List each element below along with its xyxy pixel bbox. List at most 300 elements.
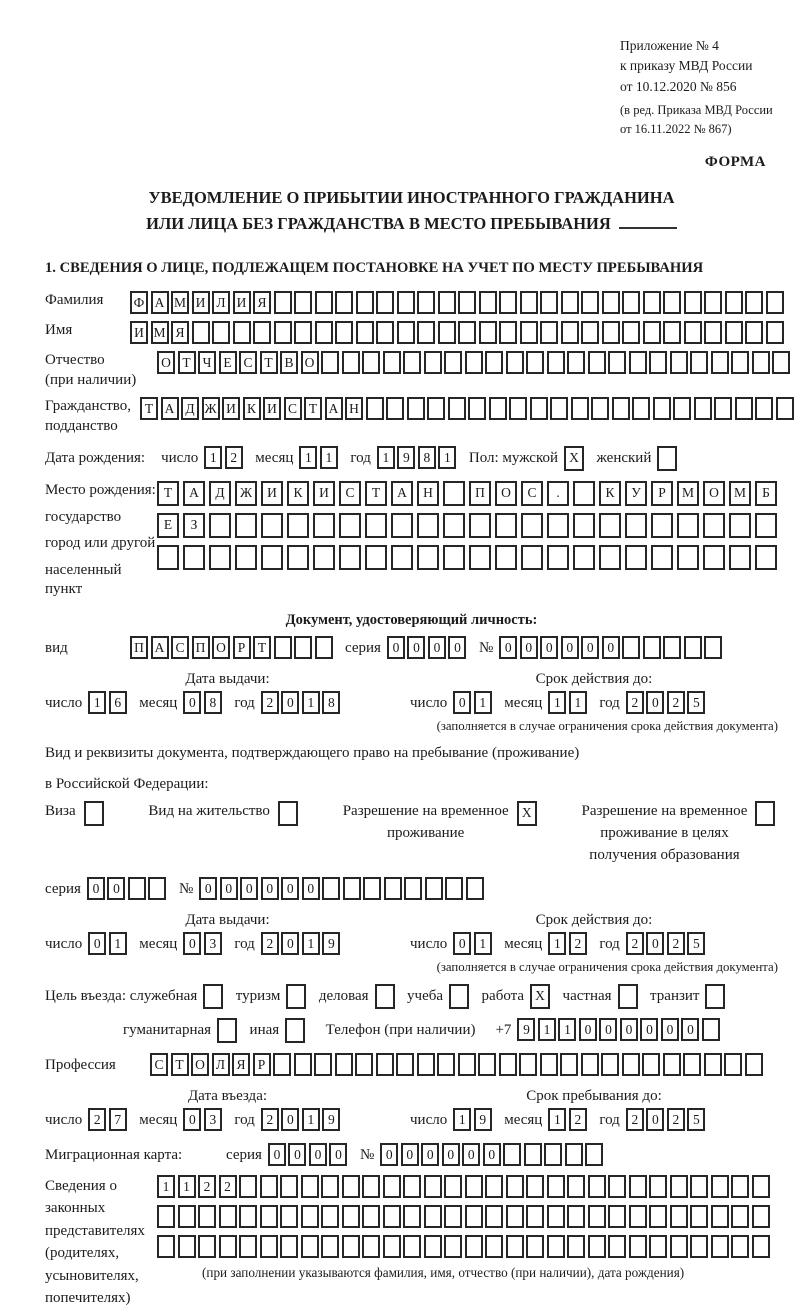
- purpose-humanitarian-checkbox[interactable]: [217, 1018, 240, 1043]
- char-cell[interactable]: [752, 1205, 770, 1228]
- char-cell[interactable]: [567, 351, 585, 374]
- char-cell[interactable]: [322, 877, 340, 900]
- char-cell[interactable]: Д: [209, 481, 231, 506]
- char-cell[interactable]: 0: [561, 636, 579, 659]
- char-cell[interactable]: П: [469, 481, 491, 506]
- char-cell[interactable]: [711, 1235, 729, 1258]
- char-cell[interactable]: [711, 1205, 729, 1228]
- char-cell[interactable]: [403, 1205, 421, 1228]
- char-cell[interactable]: [342, 351, 360, 374]
- char-cell[interactable]: [519, 1053, 537, 1076]
- char-cell[interactable]: Т: [178, 351, 196, 374]
- char-cell[interactable]: [755, 801, 775, 826]
- char-cell[interactable]: 1: [178, 1175, 196, 1198]
- char-cell[interactable]: [260, 1175, 278, 1198]
- char-cell[interactable]: [321, 1175, 339, 1198]
- char-cell[interactable]: [233, 321, 251, 344]
- char-cell[interactable]: Е: [219, 351, 237, 374]
- char-cell[interactable]: [444, 1175, 462, 1198]
- char-cell[interactable]: 0: [183, 1108, 201, 1131]
- char-cell[interactable]: [690, 1205, 708, 1228]
- char-cell[interactable]: [239, 1175, 257, 1198]
- char-cell[interactable]: [274, 636, 292, 659]
- char-cell[interactable]: [567, 1205, 585, 1228]
- purpose-tourism-checkbox[interactable]: [286, 984, 309, 1009]
- char-cell[interactable]: [632, 397, 650, 420]
- char-cell[interactable]: [622, 636, 640, 659]
- char-cell[interactable]: [520, 321, 538, 344]
- char-cell[interactable]: Я: [253, 291, 271, 314]
- char-cell[interactable]: [417, 1053, 435, 1076]
- char-cell[interactable]: [84, 801, 104, 826]
- char-cell[interactable]: 9: [322, 932, 340, 955]
- char-cell[interactable]: [278, 801, 298, 826]
- char-cell[interactable]: [386, 397, 404, 420]
- char-cell[interactable]: [157, 545, 179, 570]
- char-cell[interactable]: [547, 1175, 565, 1198]
- char-cell[interactable]: 1: [320, 446, 338, 469]
- char-cell[interactable]: 2: [261, 1108, 279, 1131]
- char-cell[interactable]: У: [625, 481, 647, 506]
- char-cell[interactable]: [752, 1175, 770, 1198]
- purpose-other-checkbox[interactable]: [285, 1018, 308, 1043]
- char-cell[interactable]: Н: [345, 397, 363, 420]
- char-cell[interactable]: [711, 1175, 729, 1198]
- char-cell[interactable]: X: [564, 446, 584, 471]
- char-cell[interactable]: В: [280, 351, 298, 374]
- char-cell[interactable]: [544, 1143, 562, 1166]
- char-cell[interactable]: 0: [453, 932, 471, 955]
- char-cell[interactable]: 0: [646, 932, 664, 955]
- char-cell[interactable]: [383, 1205, 401, 1228]
- char-cell[interactable]: Е: [157, 513, 179, 538]
- char-cell[interactable]: [219, 1205, 237, 1228]
- char-cell[interactable]: [356, 291, 374, 314]
- char-cell[interactable]: 0: [281, 877, 299, 900]
- char-cell[interactable]: [424, 1175, 442, 1198]
- char-cell[interactable]: [520, 291, 538, 314]
- char-cell[interactable]: [599, 545, 621, 570]
- purpose-business-checkbox[interactable]: [375, 984, 398, 1009]
- char-cell[interactable]: Р: [253, 1053, 271, 1076]
- char-cell[interactable]: [567, 1175, 585, 1198]
- char-cell[interactable]: [649, 1205, 667, 1228]
- char-cell[interactable]: [366, 397, 384, 420]
- char-cell[interactable]: [663, 1053, 681, 1076]
- residence-permit-checkbox[interactable]: [278, 801, 301, 826]
- char-cell[interactable]: [526, 1205, 544, 1228]
- char-cell[interactable]: [745, 291, 763, 314]
- char-cell[interactable]: 0: [520, 636, 538, 659]
- char-cell[interactable]: [690, 351, 708, 374]
- char-cell[interactable]: [735, 397, 753, 420]
- char-cell[interactable]: [444, 1235, 462, 1258]
- char-cell[interactable]: [702, 1018, 720, 1041]
- char-cell[interactable]: [376, 291, 394, 314]
- char-cell[interactable]: А: [391, 481, 413, 506]
- char-cell[interactable]: О: [212, 636, 230, 659]
- char-cell[interactable]: 2: [667, 691, 685, 714]
- char-cell[interactable]: Т: [304, 397, 322, 420]
- female-checkbox[interactable]: [657, 446, 680, 471]
- char-cell[interactable]: [157, 1235, 175, 1258]
- char-cell[interactable]: [755, 513, 777, 538]
- char-cell[interactable]: 2: [667, 1108, 685, 1131]
- char-cell[interactable]: 0: [288, 1143, 306, 1166]
- char-cell[interactable]: [573, 513, 595, 538]
- char-cell[interactable]: Л: [212, 1053, 230, 1076]
- char-cell[interactable]: 1: [538, 1018, 556, 1041]
- char-cell[interactable]: А: [183, 481, 205, 506]
- char-cell[interactable]: X: [517, 801, 537, 826]
- char-cell[interactable]: [335, 321, 353, 344]
- char-cell[interactable]: [465, 1175, 483, 1198]
- char-cell[interactable]: X: [530, 984, 550, 1009]
- char-cell[interactable]: [521, 545, 543, 570]
- char-cell[interactable]: [485, 1205, 503, 1228]
- char-cell[interactable]: [313, 545, 335, 570]
- char-cell[interactable]: Б: [755, 481, 777, 506]
- char-cell[interactable]: 8: [418, 446, 436, 469]
- char-cell[interactable]: 1: [548, 691, 566, 714]
- char-cell[interactable]: 0: [602, 636, 620, 659]
- char-cell[interactable]: Т: [365, 481, 387, 506]
- char-cell[interactable]: 0: [281, 932, 299, 955]
- char-cell[interactable]: [704, 321, 722, 344]
- char-cell[interactable]: [729, 545, 751, 570]
- char-cell[interactable]: [397, 291, 415, 314]
- char-cell[interactable]: [581, 291, 599, 314]
- char-cell[interactable]: 0: [599, 1018, 617, 1041]
- char-cell[interactable]: [485, 1235, 503, 1258]
- char-cell[interactable]: [745, 321, 763, 344]
- char-cell[interactable]: [677, 513, 699, 538]
- char-cell[interactable]: [485, 1175, 503, 1198]
- char-cell[interactable]: [573, 481, 595, 506]
- char-cell[interactable]: [622, 1053, 640, 1076]
- char-cell[interactable]: [547, 1235, 565, 1258]
- char-cell[interactable]: [711, 351, 729, 374]
- char-cell[interactable]: [261, 545, 283, 570]
- char-cell[interactable]: [755, 545, 777, 570]
- char-cell[interactable]: [253, 321, 271, 344]
- char-cell[interactable]: [376, 321, 394, 344]
- char-cell[interactable]: 0: [199, 877, 217, 900]
- char-cell[interactable]: [663, 291, 681, 314]
- char-cell[interactable]: С: [171, 636, 189, 659]
- char-cell[interactable]: 2: [626, 691, 644, 714]
- char-cell[interactable]: 0: [261, 877, 279, 900]
- char-cell[interactable]: 1: [302, 691, 320, 714]
- char-cell[interactable]: [540, 291, 558, 314]
- char-cell[interactable]: [458, 321, 476, 344]
- char-cell[interactable]: [643, 636, 661, 659]
- char-cell[interactable]: [466, 877, 484, 900]
- char-cell[interactable]: [649, 351, 667, 374]
- char-cell[interactable]: [731, 351, 749, 374]
- char-cell[interactable]: [383, 1175, 401, 1198]
- char-cell[interactable]: [670, 351, 688, 374]
- char-cell[interactable]: [315, 291, 333, 314]
- char-cell[interactable]: 1: [474, 932, 492, 955]
- char-cell[interactable]: [424, 1205, 442, 1228]
- char-cell[interactable]: [561, 321, 579, 344]
- char-cell[interactable]: [362, 351, 380, 374]
- char-cell[interactable]: 9: [517, 1018, 535, 1041]
- char-cell[interactable]: И: [222, 397, 240, 420]
- char-cell[interactable]: А: [325, 397, 343, 420]
- char-cell[interactable]: [343, 877, 361, 900]
- char-cell[interactable]: [684, 291, 702, 314]
- char-cell[interactable]: [445, 877, 463, 900]
- char-cell[interactable]: [128, 877, 146, 900]
- char-cell[interactable]: [443, 481, 465, 506]
- char-cell[interactable]: Т: [171, 1053, 189, 1076]
- char-cell[interactable]: 2: [667, 932, 685, 955]
- char-cell[interactable]: [663, 321, 681, 344]
- char-cell[interactable]: 0: [268, 1143, 286, 1166]
- char-cell[interactable]: [776, 397, 794, 420]
- char-cell[interactable]: 2: [225, 446, 243, 469]
- char-cell[interactable]: [643, 321, 661, 344]
- purpose-official-checkbox[interactable]: [203, 984, 226, 1009]
- char-cell[interactable]: [417, 291, 435, 314]
- char-cell[interactable]: 0: [540, 636, 558, 659]
- char-cell[interactable]: 0: [407, 636, 425, 659]
- char-cell[interactable]: 9: [397, 446, 415, 469]
- char-cell[interactable]: Л: [212, 291, 230, 314]
- char-cell[interactable]: [235, 545, 257, 570]
- char-cell[interactable]: П: [130, 636, 148, 659]
- char-cell[interactable]: [499, 1053, 517, 1076]
- char-cell[interactable]: А: [161, 397, 179, 420]
- char-cell[interactable]: 2: [88, 1108, 106, 1131]
- char-cell[interactable]: [280, 1205, 298, 1228]
- char-cell[interactable]: [657, 446, 677, 471]
- char-cell[interactable]: 1: [558, 1018, 576, 1041]
- char-cell[interactable]: 1: [302, 932, 320, 955]
- char-cell[interactable]: Т: [140, 397, 158, 420]
- char-cell[interactable]: Т: [260, 351, 278, 374]
- char-cell[interactable]: [526, 351, 544, 374]
- char-cell[interactable]: 2: [198, 1175, 216, 1198]
- char-cell[interactable]: [209, 545, 231, 570]
- char-cell[interactable]: [383, 351, 401, 374]
- char-cell[interactable]: О: [191, 1053, 209, 1076]
- char-cell[interactable]: [766, 291, 784, 314]
- char-cell[interactable]: 1: [377, 446, 395, 469]
- char-cell[interactable]: [608, 1205, 626, 1228]
- char-cell[interactable]: [653, 397, 671, 420]
- char-cell[interactable]: И: [263, 397, 281, 420]
- char-cell[interactable]: 0: [640, 1018, 658, 1041]
- char-cell[interactable]: [725, 321, 743, 344]
- char-cell[interactable]: О: [157, 351, 175, 374]
- char-cell[interactable]: 0: [281, 691, 299, 714]
- char-cell[interactable]: [547, 351, 565, 374]
- char-cell[interactable]: [465, 1235, 483, 1258]
- char-cell[interactable]: [670, 1175, 688, 1198]
- char-cell[interactable]: [294, 1053, 312, 1076]
- char-cell[interactable]: [703, 513, 725, 538]
- char-cell[interactable]: С: [150, 1053, 168, 1076]
- char-cell[interactable]: [479, 291, 497, 314]
- char-cell[interactable]: [342, 1205, 360, 1228]
- char-cell[interactable]: [745, 1053, 763, 1076]
- char-cell[interactable]: [313, 513, 335, 538]
- char-cell[interactable]: [588, 1205, 606, 1228]
- char-cell[interactable]: [581, 321, 599, 344]
- char-cell[interactable]: [565, 1143, 583, 1166]
- char-cell[interactable]: 0: [661, 1018, 679, 1041]
- char-cell[interactable]: [499, 321, 517, 344]
- char-cell[interactable]: 0: [309, 1143, 327, 1166]
- char-cell[interactable]: [649, 1235, 667, 1258]
- char-cell[interactable]: М: [171, 291, 189, 314]
- char-cell[interactable]: [286, 984, 306, 1009]
- char-cell[interactable]: [673, 397, 691, 420]
- char-cell[interactable]: [585, 1143, 603, 1166]
- char-cell[interactable]: [365, 545, 387, 570]
- char-cell[interactable]: [458, 1053, 476, 1076]
- char-cell[interactable]: [731, 1175, 749, 1198]
- char-cell[interactable]: 1: [569, 691, 587, 714]
- char-cell[interactable]: О: [495, 481, 517, 506]
- char-cell[interactable]: [485, 351, 503, 374]
- char-cell[interactable]: [314, 1053, 332, 1076]
- char-cell[interactable]: [622, 321, 640, 344]
- char-cell[interactable]: [391, 545, 413, 570]
- char-cell[interactable]: [365, 513, 387, 538]
- char-cell[interactable]: И: [233, 291, 251, 314]
- char-cell[interactable]: Ч: [198, 351, 216, 374]
- char-cell[interactable]: [683, 1053, 701, 1076]
- char-cell[interactable]: 1: [548, 1108, 566, 1131]
- char-cell[interactable]: [622, 291, 640, 314]
- char-cell[interactable]: [547, 513, 569, 538]
- char-cell[interactable]: 0: [380, 1143, 398, 1166]
- char-cell[interactable]: [294, 636, 312, 659]
- char-cell[interactable]: [375, 984, 395, 1009]
- char-cell[interactable]: О: [703, 481, 725, 506]
- char-cell[interactable]: 5: [687, 932, 705, 955]
- char-cell[interactable]: [599, 513, 621, 538]
- char-cell[interactable]: 0: [442, 1143, 460, 1166]
- char-cell[interactable]: [602, 291, 620, 314]
- char-cell[interactable]: К: [243, 397, 261, 420]
- char-cell[interactable]: 8: [204, 691, 222, 714]
- char-cell[interactable]: 0: [620, 1018, 638, 1041]
- char-cell[interactable]: [437, 1053, 455, 1076]
- char-cell[interactable]: [550, 397, 568, 420]
- char-cell[interactable]: [217, 1018, 237, 1043]
- char-cell[interactable]: [629, 1235, 647, 1258]
- char-cell[interactable]: [629, 1205, 647, 1228]
- char-cell[interactable]: [651, 545, 673, 570]
- char-cell[interactable]: И: [261, 481, 283, 506]
- char-cell[interactable]: 9: [322, 1108, 340, 1131]
- char-cell[interactable]: [731, 1205, 749, 1228]
- char-cell[interactable]: [601, 1053, 619, 1076]
- char-cell[interactable]: И: [130, 321, 148, 344]
- char-cell[interactable]: [567, 1235, 585, 1258]
- char-cell[interactable]: [547, 1205, 565, 1228]
- char-cell[interactable]: [560, 1053, 578, 1076]
- char-cell[interactable]: [602, 321, 620, 344]
- char-cell[interactable]: [363, 877, 381, 900]
- char-cell[interactable]: Ф: [130, 291, 148, 314]
- char-cell[interactable]: [443, 545, 465, 570]
- char-cell[interactable]: [506, 351, 524, 374]
- char-cell[interactable]: [148, 877, 166, 900]
- char-cell[interactable]: [448, 397, 466, 420]
- char-cell[interactable]: [521, 513, 543, 538]
- char-cell[interactable]: И: [192, 291, 210, 314]
- char-cell[interactable]: [424, 351, 442, 374]
- char-cell[interactable]: [642, 1053, 660, 1076]
- char-cell[interactable]: [704, 291, 722, 314]
- male-checkbox[interactable]: [564, 446, 587, 471]
- char-cell[interactable]: 2: [261, 932, 279, 955]
- char-cell[interactable]: [280, 1235, 298, 1258]
- char-cell[interactable]: [301, 1205, 319, 1228]
- char-cell[interactable]: [339, 545, 361, 570]
- char-cell[interactable]: [178, 1235, 196, 1258]
- char-cell[interactable]: 0: [240, 877, 258, 900]
- char-cell[interactable]: 0: [183, 691, 201, 714]
- char-cell[interactable]: [362, 1235, 380, 1258]
- char-cell[interactable]: 0: [401, 1143, 419, 1166]
- char-cell[interactable]: [198, 1205, 216, 1228]
- char-cell[interactable]: 0: [387, 636, 405, 659]
- char-cell[interactable]: [235, 513, 257, 538]
- char-cell[interactable]: [479, 321, 497, 344]
- char-cell[interactable]: [625, 513, 647, 538]
- char-cell[interactable]: [690, 1235, 708, 1258]
- char-cell[interactable]: [407, 397, 425, 420]
- char-cell[interactable]: 0: [448, 636, 466, 659]
- purpose-study-checkbox[interactable]: [449, 984, 472, 1009]
- char-cell[interactable]: М: [677, 481, 699, 506]
- char-cell[interactable]: [212, 321, 230, 344]
- char-cell[interactable]: [625, 545, 647, 570]
- char-cell[interactable]: [729, 513, 751, 538]
- char-cell[interactable]: [287, 545, 309, 570]
- char-cell[interactable]: 1: [299, 446, 317, 469]
- char-cell[interactable]: [362, 1175, 380, 1198]
- char-cell[interactable]: 0: [107, 877, 125, 900]
- char-cell[interactable]: [509, 397, 527, 420]
- char-cell[interactable]: К: [287, 481, 309, 506]
- visa-checkbox[interactable]: [84, 801, 107, 826]
- char-cell[interactable]: [524, 1143, 542, 1166]
- char-cell[interactable]: [335, 1053, 353, 1076]
- char-cell[interactable]: [342, 1235, 360, 1258]
- char-cell[interactable]: [321, 351, 339, 374]
- char-cell[interactable]: 2: [569, 1108, 587, 1131]
- char-cell[interactable]: [704, 1053, 722, 1076]
- char-cell[interactable]: [724, 1053, 742, 1076]
- char-cell[interactable]: А: [151, 291, 169, 314]
- char-cell[interactable]: [704, 636, 722, 659]
- char-cell[interactable]: [287, 513, 309, 538]
- char-cell[interactable]: [183, 545, 205, 570]
- char-cell[interactable]: 0: [483, 1143, 501, 1166]
- char-cell[interactable]: [725, 291, 743, 314]
- char-cell[interactable]: [301, 1175, 319, 1198]
- char-cell[interactable]: [397, 321, 415, 344]
- char-cell[interactable]: 1: [157, 1175, 175, 1198]
